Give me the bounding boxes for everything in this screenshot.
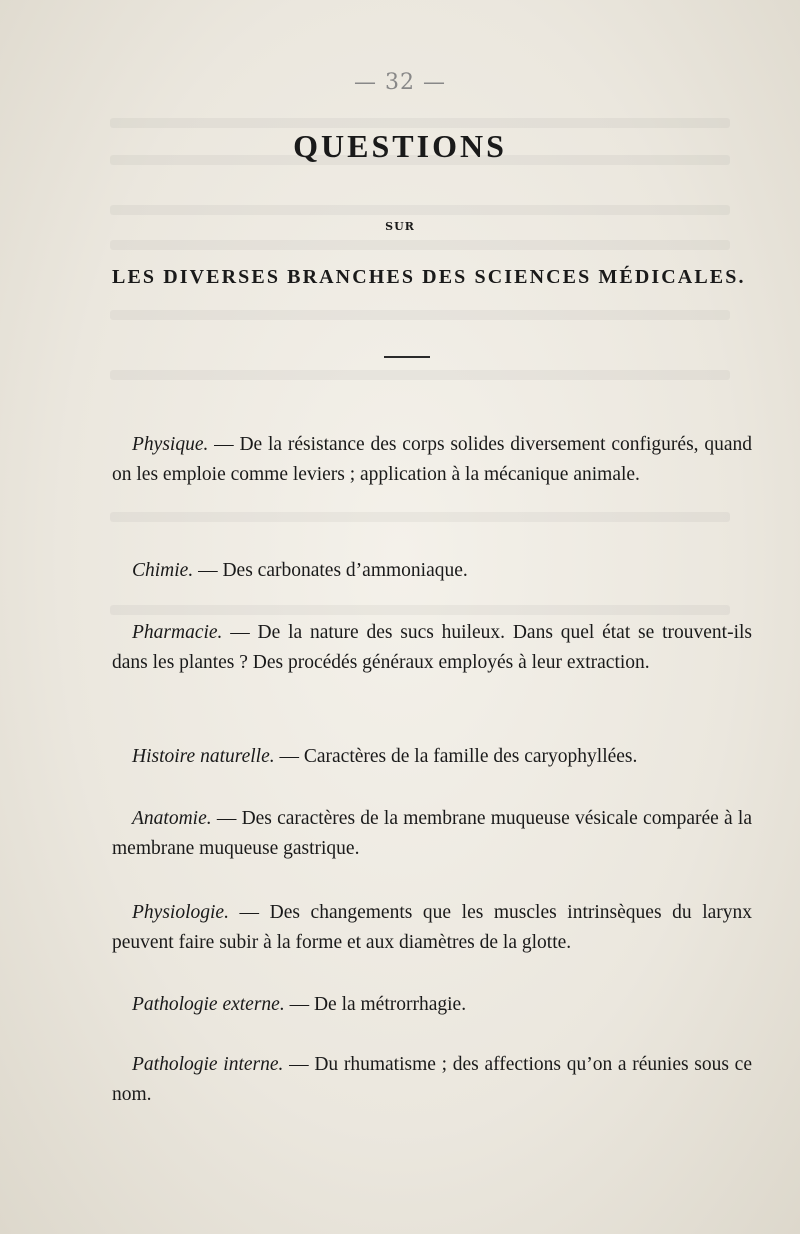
question-topic: Histoire naturelle.: [132, 746, 275, 767]
question-topic: Physique.: [132, 434, 209, 455]
question-topic: Physiologie.: [132, 902, 229, 923]
question-topic: Chimie.: [132, 560, 194, 581]
section-divider: [384, 356, 430, 358]
question-topic: Pathologie externe.: [132, 994, 285, 1015]
question-text: — Des carbonates d’ammoniaque.: [198, 560, 468, 581]
question-anatomie: [112, 804, 752, 864]
question-pathologie-externe: [112, 990, 752, 1020]
question-topic: Anatomie.: [132, 808, 212, 829]
question-text: — Du rhumatisme ; des affections qu’on a réunies sous ce nom.: [112, 1054, 752, 1105]
question-chimie: [112, 556, 752, 586]
question-pathologie-interne: [112, 1050, 752, 1110]
title-connector: SUR: [385, 220, 415, 233]
show-through-mark: [110, 512, 730, 522]
question-text: — Des changements que les muscles intrinsèques du larynx peuvent faire subir à la forme et aux diamètres de la glotte.: [112, 902, 753, 953]
question-text: — De la nature des sucs huileux. Dans quel état se trouvent-ils dans les plantes ? Des procédés généraux employés à leur extraction.: [112, 622, 752, 673]
show-through-mark: [110, 310, 730, 320]
show-through-mark: [110, 205, 730, 215]
question-topic: Pathologie interne.: [132, 1054, 284, 1075]
question-physiologie: [112, 898, 752, 958]
question-text: — De la métrorrhagie.: [289, 994, 467, 1015]
page-subtitle: LES DIVERSES BRANCHES DES SCIENCES MÉDICALES.: [112, 266, 746, 288]
question-text: — Caractères de la famille des caryophyllées.: [279, 746, 638, 767]
page-number: — 32 —: [354, 70, 446, 95]
show-through-mark: [110, 118, 730, 128]
show-through-mark: [110, 240, 730, 250]
show-through-mark: [110, 605, 730, 615]
question-topic: Pharmacie.: [132, 622, 223, 643]
page-title: QUESTIONS: [293, 128, 507, 164]
question-text: — De la résistance des corps solides diversement configurés, quand on les emploie comme leviers ; application à la mécanique animale.: [112, 434, 752, 485]
question-physique: [112, 430, 752, 490]
question-histoire-naturelle: [112, 742, 752, 772]
show-through-mark: [110, 370, 730, 380]
question-pharmacie: [112, 618, 752, 678]
question-text: — Des caractères de la membrane muqueuse vésicale comparée à la membrane muqueuse gastrique.: [112, 808, 752, 859]
